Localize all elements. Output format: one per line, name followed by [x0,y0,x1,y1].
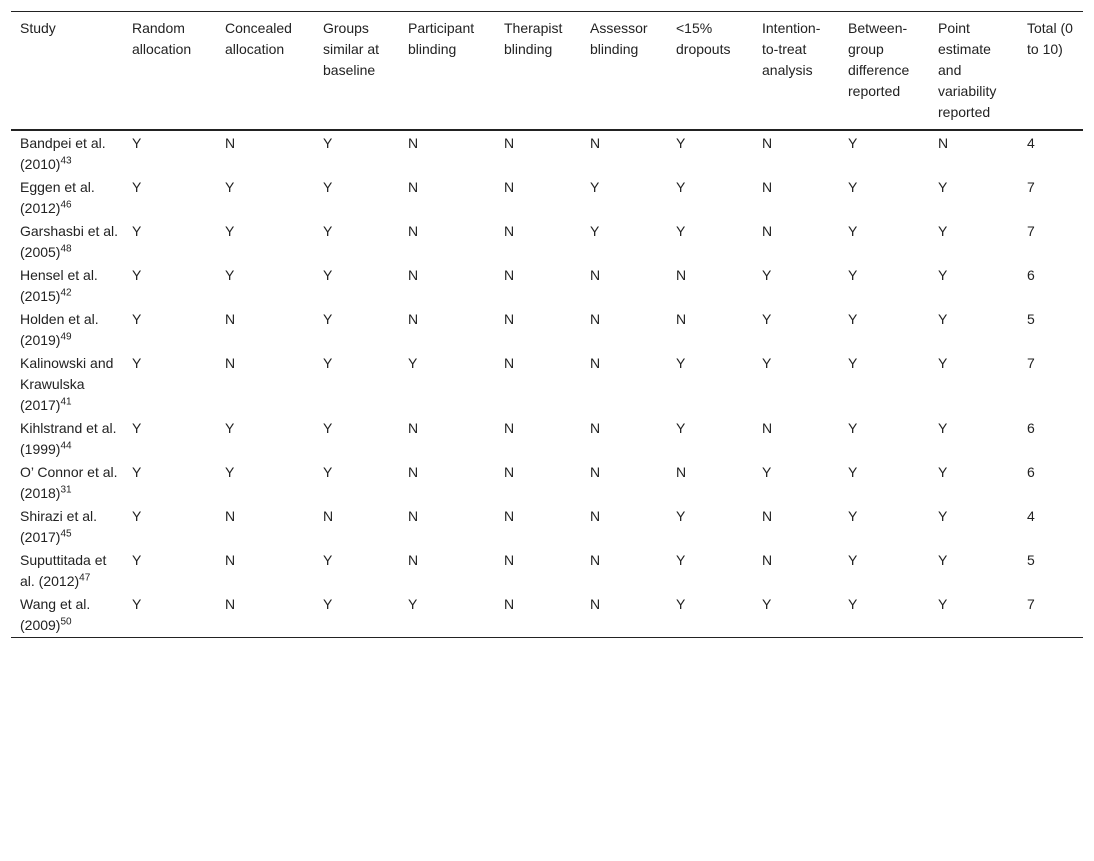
criterion-cell: Y [848,420,858,436]
criterion-cell: N [504,420,515,436]
study-name: Kalinowski and Krawulska (2017) [20,355,114,413]
criterion-cell: Y [848,311,858,327]
criterion-cell: Y [848,508,858,524]
criterion-cell: N [590,267,601,283]
table-row [11,504,1083,548]
column-header: Assessor blinding [590,20,648,57]
column-header: <15% dropouts [676,20,731,57]
criterion-cell: N [938,135,949,151]
criterion-cell: N [408,179,419,195]
criterion-cell: N [504,223,515,239]
criterion-cell: N [590,596,601,612]
criterion-cell: N [225,355,236,371]
column-header: Study [20,20,56,36]
study-name: Holden et al. (2019) [20,311,99,348]
criterion-cell: Y [323,311,333,327]
criterion-cell: N [408,223,419,239]
reference-number: 46 [60,199,72,211]
criterion-cell: N [676,267,687,283]
criterion-cell: N [504,508,515,524]
table-row [11,416,1083,460]
criterion-cell: Y [848,267,858,283]
criterion-cell: N [590,311,601,327]
study-cell [11,416,123,460]
criterion-cell: N [408,420,419,436]
criterion-cell: N [504,311,515,327]
total-score-cell: 7 [1027,355,1035,371]
criterion-cell: Y [676,179,686,195]
criterion-cell: Y [676,135,686,151]
table-row [11,263,1083,307]
study-cell [11,307,123,351]
criterion-cell: N [225,135,236,151]
criterion-cell: N [762,135,773,151]
header-row [11,12,1083,131]
criterion-cell: N [590,135,601,151]
study-cell [11,130,123,175]
criterion-cell: N [225,311,236,327]
table-row [11,548,1083,592]
study-name: Hensel et al. (2015) [20,267,98,304]
column-header: Therapist blinding [504,20,563,57]
total-score-cell: 6 [1027,420,1035,436]
study-name: Garshasbi et al. (2005) [20,223,119,260]
criterion-cell: N [762,223,773,239]
criterion-cell: Y [132,267,142,283]
criterion-cell: N [590,552,601,568]
column-header: Intention-to-treat analysis [762,20,821,78]
study-cell [11,175,123,219]
reference-number: 43 [60,155,72,167]
criterion-cell: Y [762,596,772,612]
total-score-cell: 5 [1027,552,1035,568]
total-score-cell: 4 [1027,508,1035,524]
criterion-cell: Y [762,464,772,480]
study-name: Wang et al. (2009) [20,596,91,633]
reference-number: 41 [60,396,72,408]
criterion-cell: N [676,311,687,327]
criterion-cell: Y [408,596,418,612]
criterion-cell: Y [762,311,772,327]
reference-number: 50 [60,616,72,628]
criterion-cell: N [504,464,515,480]
reference-number: 45 [60,528,72,540]
criterion-cell: N [504,135,515,151]
criterion-cell: N [504,355,515,371]
criterion-cell: Y [762,267,772,283]
criterion-cell: Y [323,552,333,568]
total-score-cell: 7 [1027,223,1035,239]
criterion-cell: Y [225,223,235,239]
criterion-cell: N [323,508,334,524]
criterion-cell: Y [938,420,948,436]
criterion-cell: Y [323,267,333,283]
criterion-cell: Y [408,355,418,371]
total-score-cell: 6 [1027,464,1035,480]
total-score-cell: 5 [1027,311,1035,327]
criterion-cell: N [408,267,419,283]
criterion-cell: N [225,508,236,524]
study-cell [11,504,123,548]
criterion-cell: N [590,464,601,480]
criterion-cell: Y [132,420,142,436]
criterion-cell: Y [676,596,686,612]
pedro-quality-table-container [11,11,1083,638]
column-header: Point estimate and variability reported [938,20,997,120]
criterion-cell: Y [676,552,686,568]
criterion-cell: N [590,508,601,524]
criterion-cell: Y [225,464,235,480]
table-header [11,12,1083,131]
criterion-cell: Y [848,135,858,151]
criterion-cell: N [408,135,419,151]
criterion-cell: N [408,552,419,568]
criterion-cell: N [504,552,515,568]
table-row [11,460,1083,504]
criterion-cell: N [504,596,515,612]
criterion-cell: Y [762,355,772,371]
study-cell [11,263,123,307]
criterion-cell: Y [676,355,686,371]
reference-number: 42 [60,287,72,299]
criterion-cell: N [408,508,419,524]
criterion-cell: N [225,552,236,568]
reference-number: 44 [60,440,72,452]
criterion-cell: Y [938,464,948,480]
criterion-cell: Y [938,552,948,568]
criterion-cell: N [504,179,515,195]
criterion-cell: Y [132,135,142,151]
criterion-cell: Y [132,223,142,239]
criterion-cell: Y [132,179,142,195]
study-name: Suputtitada et al. (2012) [20,552,107,589]
criterion-cell: Y [938,311,948,327]
table-row [11,219,1083,263]
criterion-cell: Y [848,355,858,371]
study-cell [11,219,123,263]
criterion-cell: Y [132,311,142,327]
study-name: Eggen et al. (2012) [20,179,95,216]
table-row [11,592,1083,638]
table-row [11,307,1083,351]
criterion-cell: Y [323,596,333,612]
criterion-cell: N [590,355,601,371]
criterion-cell: Y [132,596,142,612]
criterion-cell: Y [848,552,858,568]
table-row [11,175,1083,219]
criterion-cell: Y [676,420,686,436]
criterion-cell: Y [323,179,333,195]
study-cell [11,548,123,592]
criterion-cell: Y [225,267,235,283]
total-score-cell: 4 [1027,135,1035,151]
column-header: Total (0 to 10) [1027,20,1073,57]
criterion-cell: Y [848,179,858,195]
total-score-cell: 6 [1027,267,1035,283]
criterion-cell: N [762,508,773,524]
table-row [11,130,1083,175]
total-score-cell: 7 [1027,179,1035,195]
criterion-cell: Y [676,223,686,239]
table-row [11,351,1083,416]
criterion-cell: Y [938,508,948,524]
criterion-cell: Y [132,355,142,371]
criterion-cell: Y [938,179,948,195]
criterion-cell: Y [848,596,858,612]
criterion-cell: N [225,596,236,612]
criterion-cell: N [504,267,515,283]
criterion-cell: Y [323,223,333,239]
reference-number: 31 [60,484,72,496]
study-cell [11,351,123,416]
criterion-cell: Y [590,179,600,195]
criterion-cell: Y [676,508,686,524]
criterion-cell: N [762,420,773,436]
criterion-cell: Y [323,135,333,151]
criterion-cell: Y [938,355,948,371]
pedro-quality-table [11,11,1083,638]
criterion-cell: N [762,179,773,195]
reference-number: 49 [60,331,72,343]
study-name: Kihlstrand et al. (1999) [20,420,117,457]
criterion-cell: Y [323,420,333,436]
criterion-cell: Y [225,420,235,436]
table-body [11,130,1083,638]
criterion-cell: Y [938,267,948,283]
column-header: Random allocation [132,20,192,57]
criterion-cell: Y [590,223,600,239]
column-header: Participant blinding [408,20,475,57]
reference-number: 47 [79,572,91,584]
study-name: Shirazi et al. (2017) [20,508,98,545]
criterion-cell: Y [848,464,858,480]
column-header: Groups similar at baseline [323,20,380,78]
criterion-cell: N [408,464,419,480]
study-cell [11,460,123,504]
criterion-cell: Y [132,552,142,568]
study-cell [11,592,123,638]
criterion-cell: Y [132,464,142,480]
column-header: Concealed allocation [225,20,292,57]
study-name: O’ Connor et al. (2018) [20,464,118,501]
criterion-cell: Y [938,596,948,612]
column-header: Between-group difference reported [848,20,910,99]
criterion-cell: Y [225,179,235,195]
criterion-cell: Y [938,223,948,239]
reference-number: 48 [60,243,72,255]
criterion-cell: Y [132,508,142,524]
total-score-cell: 7 [1027,596,1035,612]
criterion-cell: Y [323,355,333,371]
criterion-cell: N [762,552,773,568]
criterion-cell: Y [848,223,858,239]
criterion-cell: N [590,420,601,436]
criterion-cell: Y [323,464,333,480]
criterion-cell: N [676,464,687,480]
study-name: Bandpei et al. (2010) [20,135,106,172]
criterion-cell: N [408,311,419,327]
